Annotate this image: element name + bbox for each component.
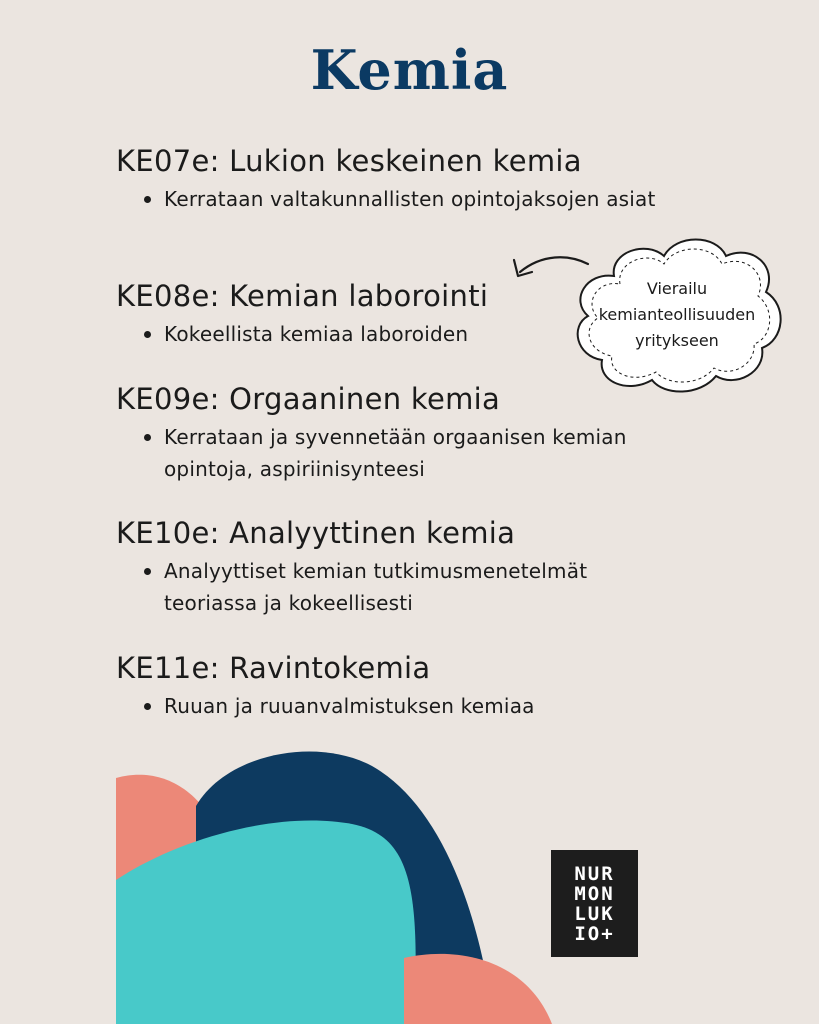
- school-logo: [551, 850, 638, 957]
- course-ke11e: [116, 650, 716, 722]
- callout-cloud: [566, 232, 788, 396]
- list-item: Ruuan ja ruuanvalmistuksen kemiaa: [164, 690, 684, 722]
- decorative-shapes: [116, 740, 566, 1024]
- logo-line: NUR: [574, 862, 615, 885]
- course-bullets: [116, 183, 716, 215]
- course-title: KE09e: Orgaaninen kemia: [116, 382, 501, 416]
- list-item: Kokeellista kemiaa laboroiden: [164, 318, 684, 350]
- callout-line: Vierailu: [646, 279, 708, 298]
- course-title: KE11e: Ravintokemia: [116, 651, 431, 685]
- logo-line: IO+: [574, 922, 615, 945]
- course-ke07e: [116, 143, 716, 215]
- salmon-shape-right: [404, 954, 552, 1024]
- callout-line: yritykseen: [635, 331, 719, 350]
- page-title: Kemia: [310, 38, 509, 102]
- list-item: Kerrataan ja syvennetään orgaanisen kemian opintoja, aspiriinisynteesi: [164, 421, 684, 485]
- callout-text: [566, 276, 788, 354]
- callout-line: kemianteollisuuden: [598, 305, 756, 324]
- logo-line: MON: [574, 882, 615, 905]
- logo-line: LUK: [574, 902, 615, 925]
- course-title: KE08e: Kemian laborointi: [116, 279, 489, 313]
- list-item: Kerrataan valtakunnallisten opintojaksojen asiat: [164, 183, 684, 215]
- course-title: KE07e: Lukion keskeinen kemia: [116, 144, 582, 178]
- list-item: Analyyttiset kemian tutkimusmenetelmät teoriassa ja kokeellisesti: [164, 555, 684, 619]
- course-bullets: [116, 555, 716, 619]
- course-bullets: [116, 690, 716, 722]
- course-ke09e: [116, 381, 716, 485]
- course-bullets: [116, 421, 716, 485]
- course-title: KE10e: Analyyttinen kemia: [116, 516, 516, 550]
- course-ke10e: [116, 515, 716, 619]
